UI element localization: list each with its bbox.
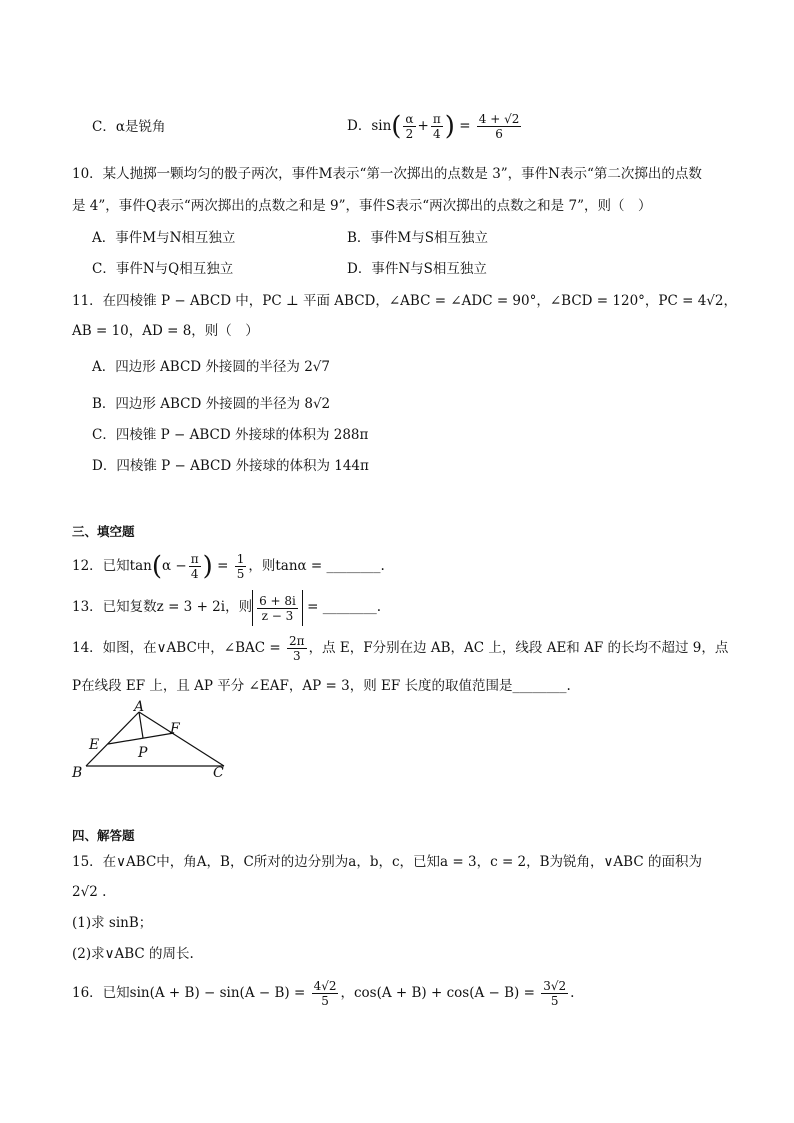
q15-stem-line1: 15．在∨ABC中，角A，B，C所对的边分别为a，b，c，已知a = 3，c = 2，B为锐角，∨ABC 的面积为 (72, 854, 702, 870)
label-e: E (89, 737, 100, 753)
q11-stem-line2: AB = 10，AD = 8，则（ ） (72, 323, 259, 339)
segment-ef (108, 733, 174, 744)
q11-option-b: B．四边形 ABCD 外接圆的半径为 8√2 (92, 396, 331, 412)
q9-frac-pi-4: $\frac{\pi}{4}$ (432, 112, 441, 141)
section-title-solutions: 四、解答题 (72, 828, 135, 843)
label-p: P (138, 745, 148, 761)
q13-modulus: $\frac{6 + 8i}{z - 3}$ (252, 590, 303, 626)
q9-option-d-prefix: D．sin (347, 118, 392, 134)
q14-stem-line1: 14．如图，在∨ABC中，∠BAC = $\frac{2\pi}{3}$ ，点 E，F分别在边 AB，AC 上，线段 AE和 AF 的长均不超过 9，点 (72, 634, 729, 663)
q10-option-d: D．事件N与S相互独立 (347, 261, 487, 277)
q15-sub1: (1)求 sinB； (72, 915, 153, 931)
q10-option-a: A．事件M与N相互独立 (92, 230, 236, 246)
q15-sub2: (2)求∨ABC 的周长. (72, 946, 194, 962)
q9-frac-alpha-2: $\frac{\alpha}{2}$ (405, 112, 414, 141)
triangle-diagram (64, 700, 244, 784)
q16-frac-1: $\frac{4√2}{5}$ (313, 979, 337, 1008)
label-a: A (134, 700, 145, 715)
q11-option-c: C．四棱锥 P − ABCD 外接球的体积为 288π (92, 427, 369, 443)
q10-stem-line2: 是 4”，事件Q表示“两次掷出的点数之和是 9”，事件S表示“两次掷出的点数之和是 7”，则（ ） (72, 198, 652, 214)
q9-option-d: D．sin( $\frac{\alpha}{2}$ + $\frac{\pi}{4}$ ) = $\frac{4 + √2}{6}$ (347, 111, 520, 142)
q9-option-c: C．α是锐角 (92, 119, 166, 135)
q10-option-b: B．事件M与S相互独立 (347, 230, 488, 246)
label-b: B (72, 765, 83, 781)
q13: 13．已知复数z = 3 + 2i，则 $\frac{6 + 8i}{z - 3}$ = ________. (72, 589, 381, 626)
q14-stem-line2: P在线段 EF 上，且 AP 平分 ∠EAF，AP = 3，则 EF 长度的取值范围是________. (72, 678, 571, 694)
q16-frac-2: $\frac{3√2}{5}$ (543, 979, 567, 1008)
q11-option-a: A．四边形 ABCD 外接圆的半径为 2√7 (92, 359, 330, 375)
q9-frac-result: $\frac{4 + √2}{6}$ (478, 112, 520, 141)
segment-ap (139, 712, 143, 738)
q14-frac-2pi-3: $\frac{2\pi}{3}$ (289, 634, 305, 663)
q16: 16．已知sin(A + B) − sin(A − B) = $\frac{4√2}{5}$ ，cos(A + B) + cos(A − B) = $\frac{3√2}{5}$ . (72, 979, 575, 1008)
q10-stem-line1: 10．某人抛掷一颗均匀的骰子两次，事件M表示“第一次掷出的点数是 3”，事件N表示“第二次掷出的点数 (72, 166, 702, 182)
q12: 12．已知tan(α − $\frac{\pi}{4}$ ) = $\frac{1}{5}$ ，则tanα = ________. (72, 551, 385, 582)
label-f: F (170, 721, 180, 737)
q12-frac-1-5: $\frac{1}{5}$ (236, 552, 245, 581)
section-title-fill-in: 三、填空题 (72, 524, 135, 539)
q15-stem-line2: 2√2 . (72, 884, 107, 900)
q11-stem-line1: 11．在四棱锥 P − ABCD 中，PC ⊥ 平面 ABCD，∠ABC = ∠ADC = 90°，∠BCD = 120°，PC = 4√2， (72, 293, 737, 309)
q11-option-d: D．四棱锥 P − ABCD 外接球的体积为 144π (92, 458, 369, 474)
q10-option-c: C．事件N与Q相互独立 (92, 261, 234, 277)
q12-frac-pi-4: $\frac{\pi}{4}$ (190, 552, 199, 581)
label-c: C (213, 765, 224, 781)
side-ac (139, 712, 224, 766)
